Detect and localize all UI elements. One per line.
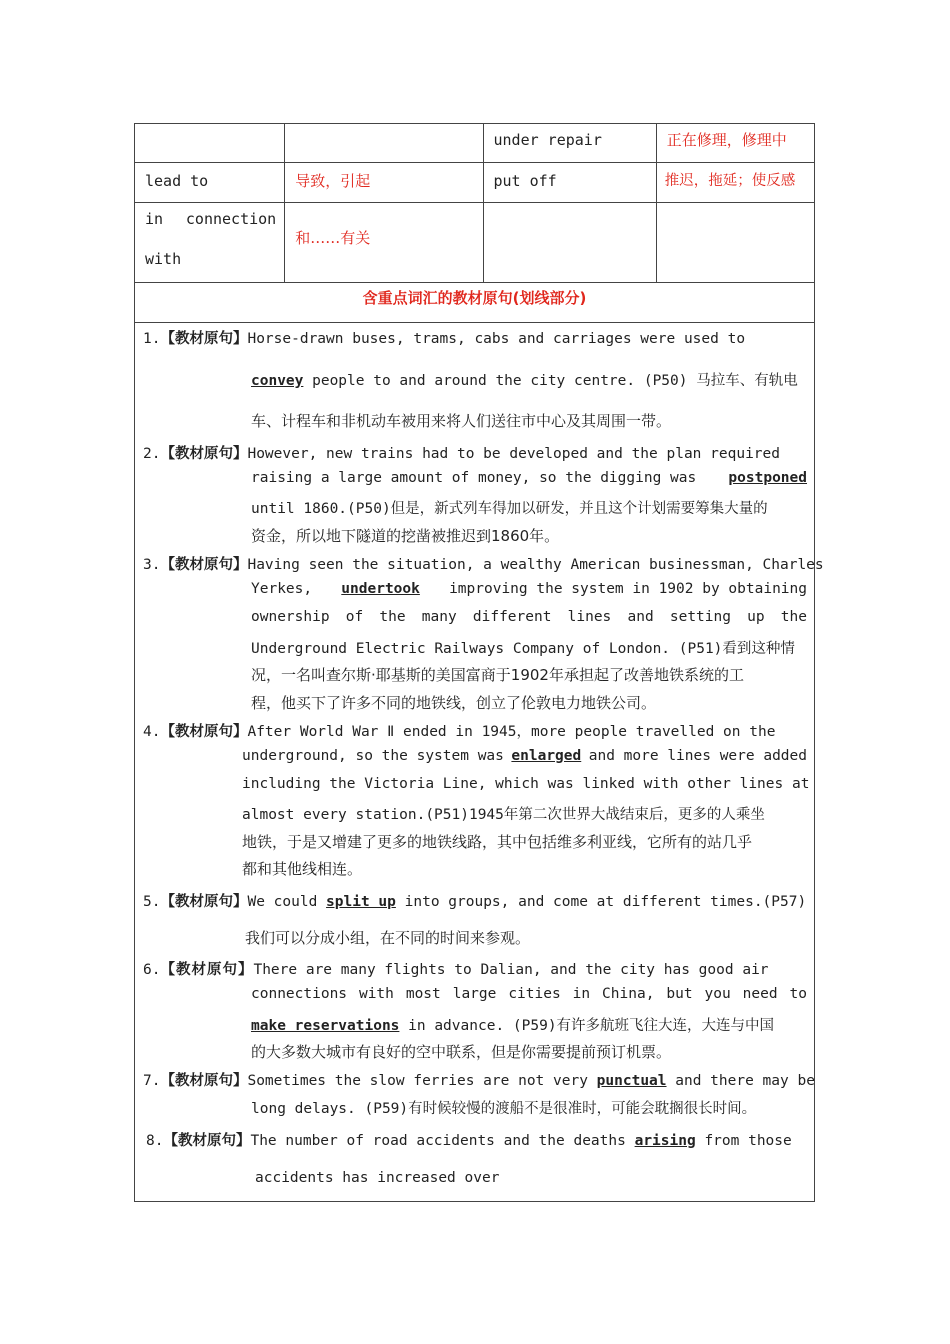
- vocab-cell-en: put off: [483, 163, 656, 203]
- vocab-row: [135, 124, 815, 163]
- vocab-cell-cn: 推迟，拖延；使反感: [656, 163, 814, 203]
- section-header-row: [135, 283, 815, 323]
- keyword: split up: [326, 894, 396, 910]
- section-header: 含重点词汇的教材原句(划线部分): [135, 283, 815, 323]
- vocab-cell-en: under repair: [483, 124, 656, 163]
- keyword: postponed: [728, 470, 807, 486]
- keyword: undertook: [341, 581, 420, 597]
- keyword: punctual: [596, 1073, 667, 1089]
- vocab-cell-cn: 导致，引起: [285, 163, 483, 203]
- vocab-cell-cn: [285, 124, 483, 163]
- vocab-row: [135, 203, 815, 283]
- vocab-row: [135, 163, 815, 203]
- keyword: make reservations: [251, 1018, 400, 1034]
- vocab-cell-en: [135, 124, 285, 163]
- keyword: convey: [251, 373, 304, 389]
- vocab-cell-en: in connection with: [135, 203, 285, 283]
- vocab-cell-en: lead to: [135, 163, 285, 203]
- vocab-cell-cn: 正在修理，修理中: [656, 124, 814, 163]
- vocab-cell-cn: 和……有关: [285, 203, 483, 283]
- vocab-cell-cn: [656, 203, 814, 283]
- keyword: enlarged: [511, 748, 582, 764]
- vocab-cell-en: [483, 203, 656, 283]
- keyword: arising: [634, 1133, 696, 1149]
